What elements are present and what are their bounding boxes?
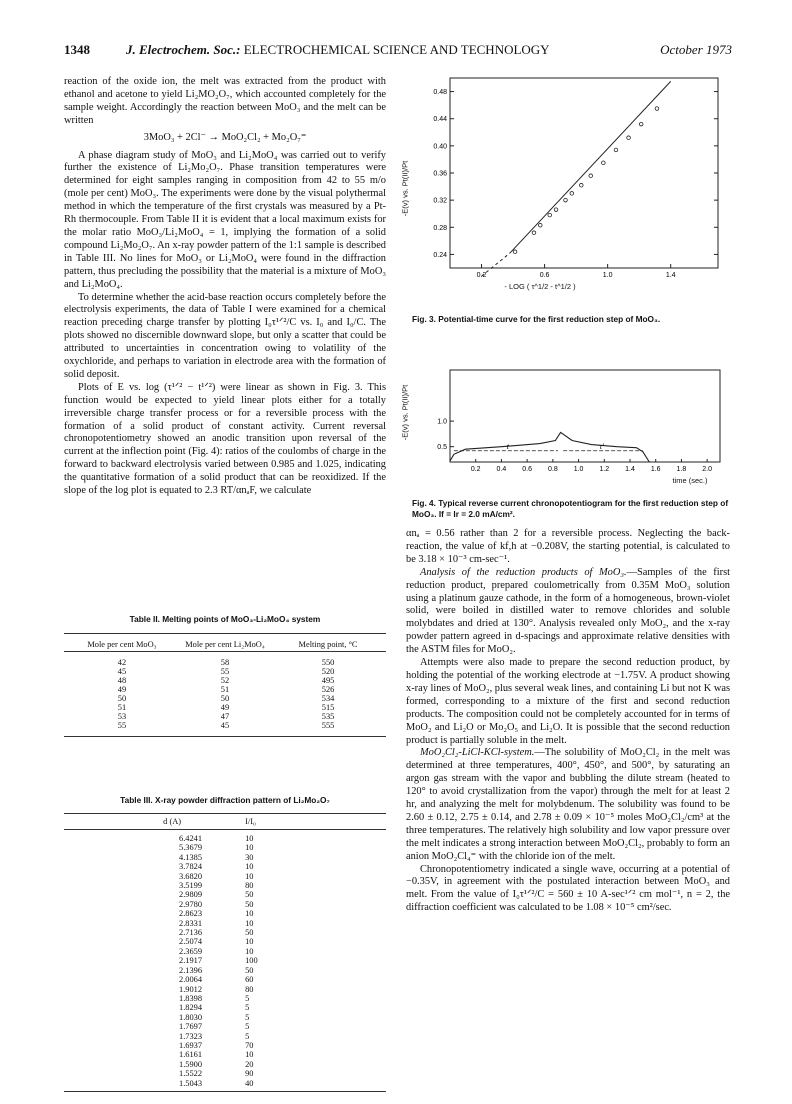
table-row <box>64 1069 386 1078</box>
fig4-ytick-label: 0.5 <box>437 444 447 452</box>
table-cell: 60 <box>245 975 254 985</box>
table-cell: 10 <box>245 946 254 956</box>
table-cell: 2.9809 <box>179 890 203 900</box>
fig4-xtick-label: 2.0 <box>702 466 713 473</box>
table-cell: 48 <box>117 676 127 685</box>
fig3-ytick-label: 0.40 <box>433 143 447 151</box>
table-cell: 10 <box>245 871 254 881</box>
table-row <box>64 667 386 676</box>
table-row <box>64 853 386 862</box>
table-cell: 50 <box>220 694 230 703</box>
fig3-fit-line <box>510 81 671 253</box>
table-cell: 30 <box>245 852 254 862</box>
table2 <box>64 633 386 737</box>
table-cell: 2.3659 <box>179 946 203 956</box>
table-cell: 1.5522 <box>179 1069 203 1079</box>
table-cell: 40 <box>245 1078 254 1088</box>
fig4-xtick-label: 1.2 <box>599 466 610 473</box>
table-cell: 50 <box>245 899 254 909</box>
table-row <box>64 881 386 890</box>
reaction-equation: 3MoO₃ + 2Cl⁻ → MoO₂Cl₂ + Mo₂O₇⁼ <box>143 131 307 143</box>
table-cell: 3.7824 <box>179 862 203 872</box>
fig4-xtick-label: 0.6 <box>522 466 533 473</box>
table-cell: 1.6161 <box>179 1050 203 1060</box>
fig4-xtick-label: 0.4 <box>496 466 507 473</box>
table-cell: 555 <box>321 721 335 730</box>
fig3-data-point <box>532 231 536 235</box>
table-cell: 526 <box>321 685 335 694</box>
table-cell: 1.7697 <box>179 1022 203 1032</box>
table-row <box>64 994 386 1003</box>
table3-header-d: d (A) <box>163 817 182 826</box>
table-cell: 2.8623 <box>179 909 203 919</box>
fig3-data-point <box>579 183 583 187</box>
table-cell: 10 <box>245 937 254 947</box>
table-cell: 10 <box>245 909 254 919</box>
table-cell: 53 <box>117 712 127 721</box>
left-paragraph-1: reaction of the oxide ion, the melt was extracted from the product with ethanol and acetone to yield Li₂MO₂O₇, which accounted completely for the sample weight. Accordingly the reaction between MoO₃ and the melt can be written <box>64 76 386 126</box>
fig4-tprime-label: τ' <box>599 441 605 451</box>
table-row <box>64 985 386 994</box>
table-row <box>64 712 386 721</box>
table-cell: 534 <box>321 694 335 703</box>
fig3-data-point <box>589 174 593 178</box>
fig4-ylabel: -E(v) vs. Pt(II)/Pt <box>400 384 410 441</box>
table3 <box>64 813 386 1092</box>
table-cell: 10 <box>245 918 254 928</box>
table-cell: 5 <box>245 1012 250 1022</box>
table-cell: 1.5043 <box>179 1078 203 1088</box>
table-cell: 49 <box>220 703 230 712</box>
left-paragraph-4: Plots of E vs. log (τ¹ᐟ² − t¹ᐟ²) were linear as shown in Fig. 3. This function would be expected to yield linear plots either for a totally irreversible charge transfer process or for a reversible process with the formation of a solid product of constant activity. Current reversal chronopotentiometry showed an anodic transition upon reversal of the current at the inflection point (Fig. 4): ratios of the coulombs of charge in the forward to backward electrolysis varied between 0.985 and 1.025, indicating the quantitative formation of a solid product that can be reoxidized. If the slope of the log plot is equated to 2.3 RT/αnₐF, we calculate <box>64 381 386 497</box>
table-cell: 50 <box>117 694 127 703</box>
table-cell: 2.1917 <box>179 956 203 966</box>
table-row <box>64 1013 386 1022</box>
table-cell: 51 <box>220 685 230 694</box>
fig3-data-point <box>614 148 618 152</box>
table-row <box>64 975 386 984</box>
table-cell: 1.5900 <box>179 1059 203 1069</box>
fig3-data-point <box>570 192 574 196</box>
table-row <box>64 843 386 852</box>
table-cell: 4.1385 <box>179 852 203 862</box>
fig3-data-point <box>627 136 631 140</box>
table-cell: 51 <box>117 703 127 712</box>
fig3-ytick-label: 0.24 <box>433 251 447 259</box>
table-cell: 6.4241 <box>179 834 203 843</box>
right-p4-body: —The solubility of MoO₂Cl₂ in the melt was determined at three temperatures, 400°, 450°, and 500°, by saturating an argon gas stream with the vapor and bubbling the dilute stream (heated to 120° to avoid crystallization from the vapor) through the melt for at least 2 hr, and analyzing the melt for molybdenum. The solubility was found to be 2.60 ± 0.12, 2.75 ± 0.14, and 2.78 ± 0.09 × 10⁻⁵ moles MoO₂Cl₂/cm³ at the three temperatures. The relatively high solubility and low vapor pressure over the melt indicates a strong interaction between MoO₂Cl₂, probably to form an anion MoO₂Cl₄⁼ with the chloride ion of the melt. <box>406 747 730 862</box>
fig3-xlabel: - LOG ( τ^1/2 - t^1/2 ) <box>504 282 576 291</box>
table-cell: 5 <box>245 993 250 1003</box>
table-cell: 80 <box>245 984 254 994</box>
table-row <box>64 1050 386 1059</box>
table-cell: 535 <box>321 712 335 721</box>
fig3-data-point <box>513 250 517 254</box>
table-cell: 2.9780 <box>179 899 203 909</box>
table-row <box>64 1079 386 1092</box>
table-cell: 100 <box>245 956 258 966</box>
fig3-plot <box>400 72 730 294</box>
fig3-xtick-label: 1.0 <box>602 272 613 279</box>
table-cell: 2.5074 <box>179 937 203 947</box>
journal-long: ELECTROCHEMICAL SCIENCE AND TECHNOLOGY <box>243 42 550 57</box>
table-cell: 1.6937 <box>179 1040 203 1050</box>
fig3-xtick-label: 0.2 <box>476 272 487 279</box>
page-header <box>64 42 732 60</box>
fig4-xtick-label: 1.6 <box>650 466 661 473</box>
right-paragraph-3: Attempts were also made to prepare the second reduction product, by holding the potential of the working electrode at −1.75V. A product showing x-ray lines of MoO₂, plus several weak lines, and containing Li but not K was formed, corresponding to a mixture of the first and second reduction products. The composition could not be completely accounted for in terms of MoO₂ and Li₂O or Mo₂O₅ and Li₂O. It is possible that the second reduction product is partially soluble in the melt. <box>406 657 730 746</box>
right-p4-title: MoO₂Cl₂-LiCl-KCl-system. <box>420 747 535 759</box>
fig3-caption: Fig. 3. Potential-time curve for the first reduction step of MoO₃. <box>412 314 661 324</box>
table-cell: 2.0064 <box>179 975 203 985</box>
table-row <box>64 947 386 956</box>
table2-title: Table II. Melting points of MoO₃-Li₂MoO₄ system <box>129 614 321 624</box>
table-row <box>64 721 386 737</box>
table-row <box>64 676 386 685</box>
table-cell: 495 <box>321 676 335 685</box>
fig3-ytick-label: 0.36 <box>433 170 447 178</box>
table-cell: 3.5199 <box>179 881 203 891</box>
table-row <box>64 1032 386 1041</box>
fig4-caption: Fig. 4. Typical reverse current chronopotentiogram for the first reduction step of MoO₃. If = Ir = 2.0 mA/cm². <box>412 498 729 519</box>
table-cell: 42 <box>117 658 127 667</box>
right-paragraph-5: Chronopotentiometry indicated a single wave, occurring at a potential of −0.35V, in agreement with the postulated interaction between MoO₃ and melt. From the value of I₀τ¹ᐟ²/C = 560 ± 10 A-sec¹ᐟ² cm mol⁻¹, n = 2, the diffraction coefficient was calculated to be 1.08 × 10⁻⁵ cm²/sec. <box>406 863 730 914</box>
table-row <box>64 890 386 899</box>
fig4-series-line <box>450 432 649 462</box>
table-cell: 1.8030 <box>179 1012 203 1022</box>
table-cell: 55 <box>220 667 230 676</box>
fig4-xtick-label: 0.8 <box>547 466 558 473</box>
table-cell: 2.7136 <box>179 928 203 938</box>
table-cell: 1.8398 <box>179 993 203 1003</box>
fig3-data-point <box>639 122 643 126</box>
table-cell: 90 <box>245 1069 254 1079</box>
table-cell: 2.1396 <box>179 965 203 975</box>
table-cell: 520 <box>321 667 335 676</box>
fig4-plot <box>400 368 730 490</box>
table-cell: 10 <box>245 843 254 853</box>
table-cell: 45 <box>117 667 127 676</box>
table-cell: 55 <box>117 721 127 730</box>
table-cell: 70 <box>245 1040 254 1050</box>
table-cell: 5 <box>245 1031 250 1041</box>
table-cell: 52 <box>220 676 230 685</box>
fig4-xtick-label: 0.2 <box>470 466 481 473</box>
table-row <box>64 862 386 871</box>
right-column-text <box>406 528 730 915</box>
fig3-ytick-label: 0.28 <box>433 224 447 232</box>
table2-header-mole-li2moo4: Mole per cent Li₂MoO₄ <box>185 640 265 649</box>
table-cell: 10 <box>245 834 254 843</box>
table-row <box>64 909 386 918</box>
fig4-xtick-label: 1.0 <box>573 466 584 473</box>
fig3-xtick-label: 1.4 <box>665 272 676 279</box>
table-cell: 10 <box>245 1050 254 1060</box>
table-cell: 20 <box>245 1059 254 1069</box>
right-paragraph-4 <box>406 747 730 863</box>
table-row <box>64 1041 386 1050</box>
table-cell: 49 <box>117 685 127 694</box>
fig4-ytick-label: 1.0 <box>437 418 447 426</box>
fig3-xtick-label: 0.6 <box>539 272 550 279</box>
right-paragraph-2 <box>406 567 730 657</box>
table-cell: 2.8331 <box>179 918 203 928</box>
page-number: 1348 <box>64 42 90 57</box>
figure-4 <box>400 368 730 490</box>
fig4-xtick-label: 1.8 <box>676 466 687 473</box>
table-cell: 50 <box>245 890 254 900</box>
table-row <box>64 872 386 881</box>
table-row <box>64 652 386 668</box>
table-row <box>64 1060 386 1069</box>
fig3-ytick-label: 0.48 <box>433 89 447 97</box>
table-row <box>64 919 386 928</box>
table-row <box>64 1022 386 1031</box>
table2-header-melting-point: Melting point, °C <box>298 640 358 649</box>
fig3-data-point <box>655 107 659 111</box>
fig3-data-point <box>564 198 568 202</box>
table-cell: 50 <box>245 928 254 938</box>
table-cell: 515 <box>321 703 335 712</box>
fig4-xtick-label: 1.4 <box>625 466 635 473</box>
fig3-data-point <box>554 208 558 212</box>
table-cell: 550 <box>321 658 335 667</box>
journal-short: J. Electrochem. Soc.: <box>126 42 241 57</box>
table-row <box>64 703 386 712</box>
fig4-ylabel-wrap <box>398 368 412 468</box>
fig3-ytick-label: 0.44 <box>433 116 447 124</box>
table2-header-mole-moo3: Mole per cent MoO₃ <box>87 640 157 649</box>
left-paragraph-3: To determine whether the acid-base reaction occurs completely before the electrolysis experiments, the data of Table I were examined for a chemical reaction preceding charge transfer by plotting I₀τ¹ᐟ²/C vs. I₀ and I₀/C. The plots showed no discernible downward slope, but only a scatter that could be attributed to uncertainties in concentration owing to volatility of the oxychloride, and perhaps to variation in electrode area with the formation of solid deposit. <box>64 291 386 380</box>
fig3-data-point <box>548 213 552 217</box>
table-cell: 5 <box>245 1003 250 1013</box>
table-cell: 1.7323 <box>179 1031 203 1041</box>
right-p2-body: —Samples of the first reduction product, prepared coulometrically from 0.35M MoO₃ solution using a platinum gauze cathode, in the form of a homogeneous, brown-violet solid, were boiled in distilled water to remove chlorides and soluble molybdates and dried at 130°. Analysis revealed only MoO₂, and the x-ray powder pattern agreed in d-spacings and approximate relative densities with the ASTM files for MoO₂. <box>406 566 731 656</box>
table-cell: 58 <box>220 658 230 667</box>
fig3-ylabel: -E(v) vs. Pt(II)/Pt <box>400 160 410 217</box>
table-cell: 10 <box>245 862 254 872</box>
fig3-ylabel-wrap <box>398 132 412 252</box>
fig4-xlabel: time (sec.) <box>672 476 708 485</box>
table-row <box>64 956 386 965</box>
table-row <box>64 1003 386 1012</box>
fig3-data-point <box>602 161 606 165</box>
left-paragraph-2: A phase diagram study of MoO₃ and Li₂MoO₄ was carried out to verify further the existence of Li₂Mo₂O₇. Phase transition temperatures were determined for eight samples ranging in composition from 42 to 55 m/o (mole per cent) MoO₃. The experiments were done by the visual polythermal method in which the temperature of the first crystals was measured by a Pt-Rh thermocouple. From Table II it is evident that a local maximum exists for the molar ratio MoO₃/Li₂MoO₄ = 1, implying the formation of a solid compound Li₂Mo₂O₇. An x-ray powder pattern of the 1:1 sample is described in Table III. No lines for MoO₃ or Li₂MoO₄ were found in the diffraction pattern, thus precluding the possibility that the material is a mixture of MoO₃ and Li₂MoO₄. <box>64 149 386 290</box>
table-cell: 50 <box>245 965 254 975</box>
fig3-data-point <box>538 223 542 227</box>
table3-header-intensity: I/I₀ <box>245 817 256 826</box>
table-cell: 47 <box>220 712 230 721</box>
fig4-t-label: t <box>506 441 509 451</box>
table-row <box>64 966 386 975</box>
table-cell: 5 <box>245 1022 250 1032</box>
table-cell: 80 <box>245 881 254 891</box>
table-cell: 5.3679 <box>179 843 203 853</box>
left-column-text <box>64 76 386 498</box>
table-row <box>64 928 386 937</box>
figure-3 <box>400 72 730 294</box>
table-cell: 1.9012 <box>179 984 203 994</box>
journal-title <box>126 42 550 58</box>
table-cell: 1.8294 <box>179 1003 203 1013</box>
table-row <box>64 937 386 946</box>
fig4-frame <box>450 370 720 462</box>
right-p2-title: Analysis of the reduction products of MoO₃. <box>420 566 627 578</box>
table-row <box>64 685 386 694</box>
fig3-ytick-label: 0.32 <box>433 197 447 205</box>
table-row <box>64 830 386 844</box>
table3-title: Table III. X-ray powder diffraction pattern of Li₂Mo₂O₇ <box>120 795 330 805</box>
table-row <box>64 694 386 703</box>
table-row <box>64 900 386 909</box>
table-cell: 45 <box>220 721 230 730</box>
fig3-frame <box>450 78 718 268</box>
right-paragraph-1: αnₐ = 0.56 rather than 2 for a reversible process. Neglecting the back-reaction, the value of kf,h at −0.208V, the starting potential, is calculated to be 3.18 × 10⁻³ cm-sec⁻¹. <box>406 528 730 565</box>
table-cell: 3.6820 <box>179 871 203 881</box>
issue-date: October 1973 <box>660 42 732 57</box>
